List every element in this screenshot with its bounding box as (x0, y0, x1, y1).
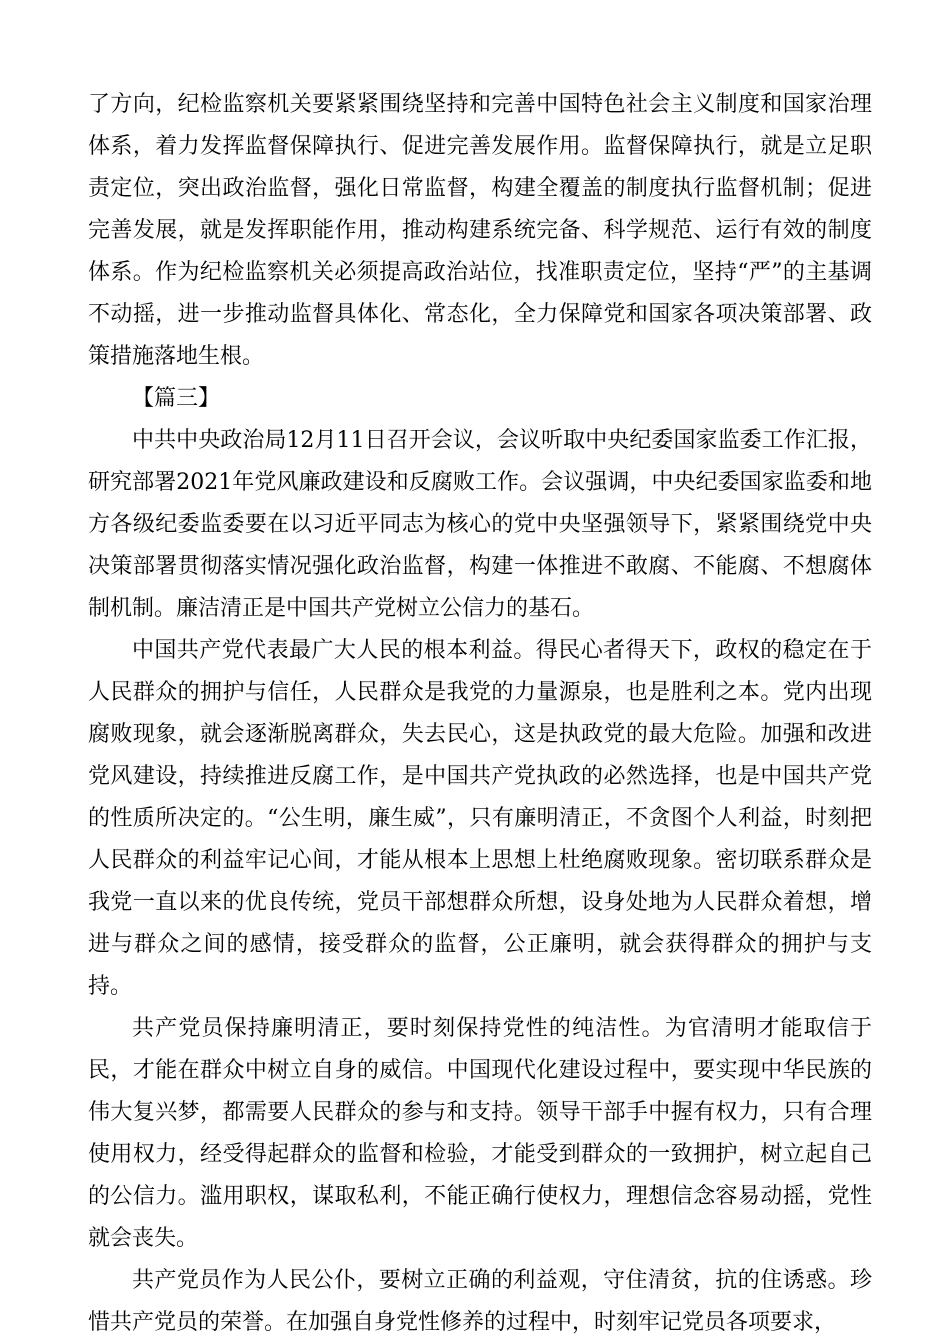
paragraph: 中共中央政治局12月11日召开会议，会议听取中央纪委国家监委工作汇报，研究部署2021年党风廉政建设和反腐败工作。会议强调，中央纪委国家监委和地方各级纪委监委要在以习近平同志为核心的党中央坚强领导下，紧紧围绕党中央决策部署贯彻落实情况强化政治监督，构建一体推进不敢腐、不能腐、不想腐体制机制。廉洁清正是中国共产党树立公信力的基石。 (88, 428, 872, 621)
document-body (88, 84, 872, 1344)
paragraph-continued: 了方向，纪检监察机关要紧紧围绕坚持和完善中国特色社会主义制度和国家治理体系，着力发挥监督保障执行、促进完善发展作用。监督保障执行，就是立足职责定位，突出政治监督，强化日常监督，构建全覆盖的制度执行监督机制；促进完善发展，就是发挥职能作用，推动构建系统完备、科学规范、运行有效的制度体系。作为纪检监察机关必须提高政治站位，找准职责定位，坚持“严”的主基调不动摇，进一步推动监督具体化、常态化，全力保障党和国家各项决策部署、政策措施落地生根。 (88, 92, 872, 369)
paragraph: 共产党员作为人民公仆，要树立正确的利益观，守住清贫，抗的住诱惑。珍惜共产党员的荣誉。在加强自身党性修养的过程中，时刻牢记党员各项要求， (88, 1268, 872, 1335)
section-heading: 【篇三】 (132, 386, 221, 411)
paragraph: 中国共产党代表最广大人民的根本利益。得民心者得天下，政权的稳定在于人民群众的拥护与信任，人民群众是我党的力量源泉，也是胜利之本。党内出现腐败现象，就会逐渐脱离群众，失去民心，这是执政党的最大危险。加强和改进党风建设，持续推进反腐工作，是中国共产党执政的必然选择，也是中国共产党的性质所决定的。“公生明，廉生威”，只有廉明清正，不贪图个人利益，时刻把人民群众的利益牢记心间，才能从根本上思想上杜绝腐败现象。密切联系群众是我党一直以来的优良传统，党员干部想群众所想，设身处地为人民群众着想，增进与群众之间的感情，接受群众的监督，公正廉明，就会获得群众的拥护与支持。 (88, 638, 872, 999)
paragraph: 共产党员保持廉明清正，要时刻保持党性的纯洁性。为官清明才能取信于民，才能在群众中树立自身的威信。中国现代化建设过程中，要实现中华民族的伟大复兴梦，都需要人民群众的参与和支持。领导干部手中握有权力，只有合理使用权力，经受得起群众的监督和检验，才能受到群众的一致拥护，树立起自己的公信力。滥用职权，谋取私利，不能正确行使权力，理想信念容易动摇，党性就会丧失。 (88, 1016, 872, 1251)
